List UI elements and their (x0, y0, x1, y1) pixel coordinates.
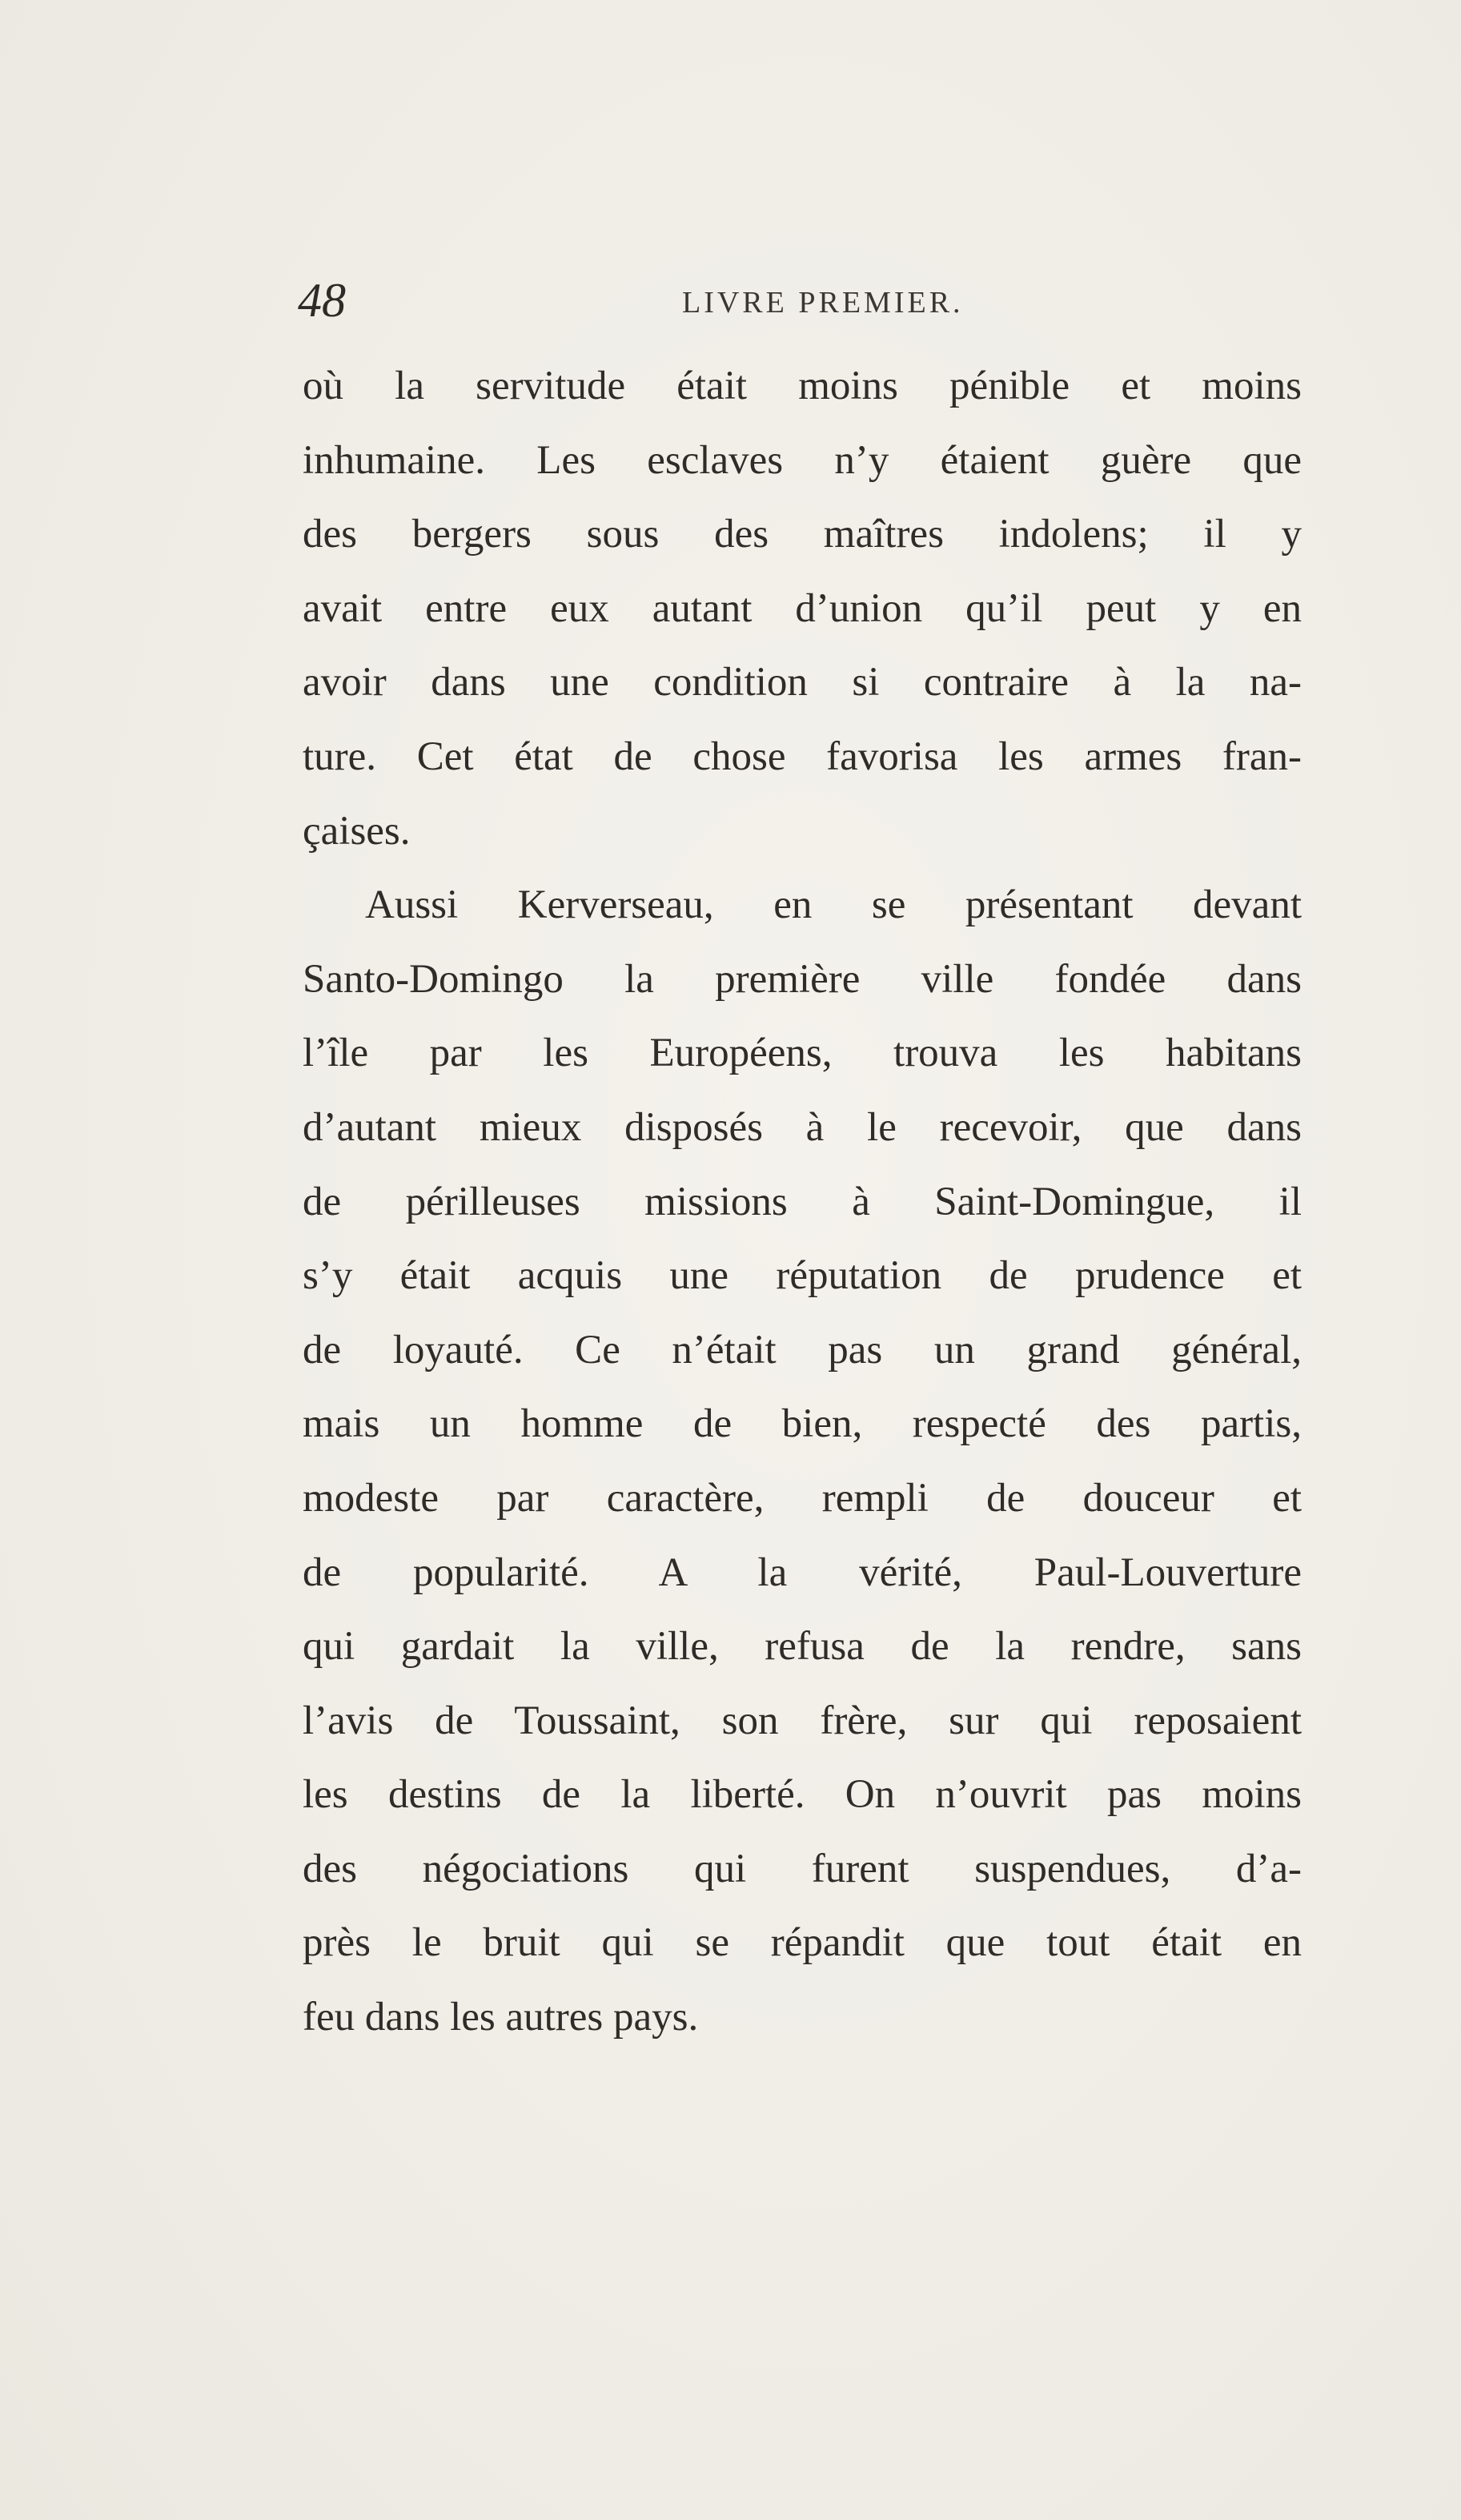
text-line: modeste par caractère, rempli de douceur et (303, 1475, 1302, 1521)
running-head: LIVRE PREMIER. (682, 286, 964, 320)
text-line: avait entre eux autant d’union qu’il peut y en (303, 585, 1302, 631)
text-line: les destins de la liberté. On n’ouvrit pas moins (303, 1772, 1302, 1818)
text-line: çaises. (303, 808, 411, 854)
text-line: Santo-Domingo la première ville fondée dans (303, 956, 1302, 1002)
text-line: près le bruit qui se répandit que tout était en (303, 1920, 1302, 1966)
text-line: où la servitude était moins pénible et moins (303, 364, 1302, 408)
text-line: de popularité. A la vérité, Paul-Louverture (303, 1549, 1302, 1595)
text-line: des bergers sous des maîtres indolens; il y (303, 512, 1302, 557)
text-line: d’autant mieux disposés à le recevoir, que dans (303, 1104, 1302, 1150)
text-line: feu dans les autres pays. (303, 1995, 699, 2040)
text-line: de loyauté. Ce n’était pas un grand général, (303, 1327, 1302, 1373)
text-line: s’y était acquis une réputation de prudence et (303, 1253, 1302, 1299)
text-line: de périlleuses missions à Saint-Domingue, il (303, 1179, 1302, 1224)
body-text (303, 349, 1302, 2055)
text-line: qui gardait la ville, refusa de la rendre, sans (303, 1624, 1302, 1670)
text-line: l’île par les Européens, trouva les habitans (303, 1031, 1302, 1076)
text-line: avoir dans une condition si contraire à la na- (303, 660, 1302, 705)
text-line: Aussi Kerverseau, en se présentant devant (365, 882, 1302, 928)
page-header (298, 272, 1298, 328)
text-line: des négociations qui furent suspendues, d’a- (303, 1846, 1302, 1891)
text-line: mais un homme de bien, respecté des partis, (303, 1401, 1302, 1447)
page-number: 48 (298, 274, 346, 327)
text-line: inhumaine. Les esclaves n’y étaient guère que (303, 437, 1302, 483)
text-line: ture. Cet état de chose favorisa les armes fran- (303, 733, 1302, 779)
text-line: l’avis de Toussaint, son frère, sur qui reposaient (303, 1698, 1302, 1743)
